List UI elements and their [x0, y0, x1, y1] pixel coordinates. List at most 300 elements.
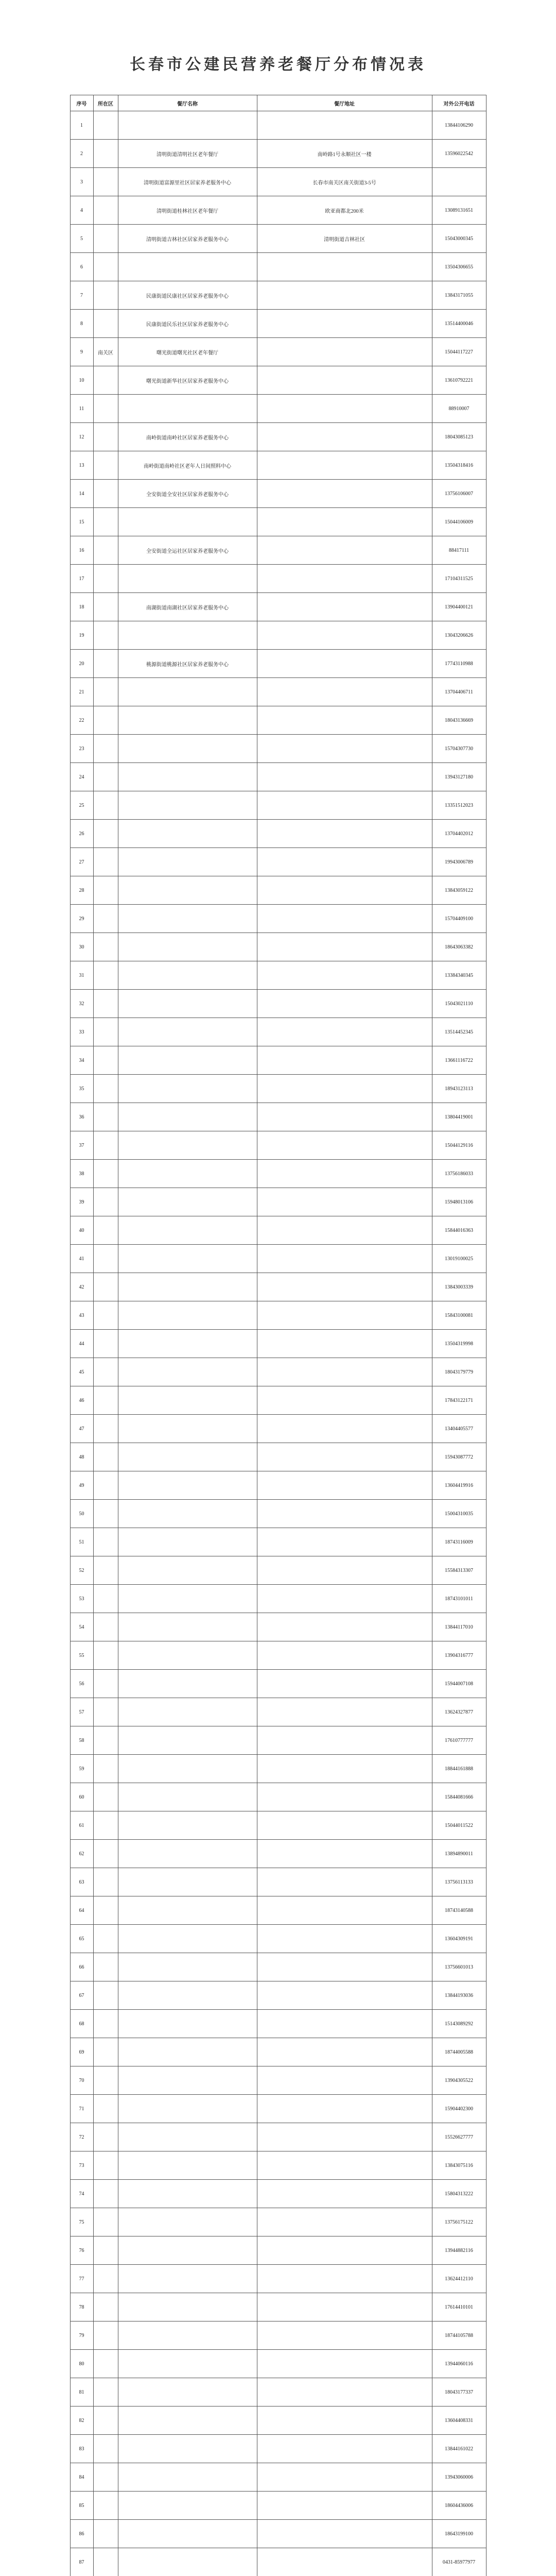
cell-name [118, 1216, 257, 1245]
cell-address: 清明街道吉林社区 [257, 225, 432, 253]
cell-phone: 88910007 [432, 395, 486, 423]
cell-phone: 13404405577 [432, 1415, 486, 1443]
table-row [70, 253, 486, 281]
cell-index: 6 [70, 253, 93, 281]
cell-name [118, 111, 257, 140]
cell-phone: 15004310035 [432, 1500, 486, 1528]
table-row [70, 2378, 486, 2406]
cell-district [93, 593, 118, 621]
cell-name [118, 2548, 257, 2576]
cell-address [257, 1160, 432, 1188]
cell-index: 77 [70, 2265, 93, 2293]
cell-address [257, 1075, 432, 1103]
cell-district [93, 2293, 118, 2321]
cell-name [118, 933, 257, 961]
table-row [70, 905, 486, 933]
table-row [70, 2463, 486, 2492]
cell-index: 54 [70, 1613, 93, 1641]
cell-district [93, 366, 118, 395]
table-body [70, 111, 486, 2576]
table-row [70, 2435, 486, 2463]
table-row [70, 1755, 486, 1783]
cell-name [118, 820, 257, 848]
cell-index: 37 [70, 1131, 93, 1160]
cell-index: 45 [70, 1358, 93, 1386]
cell-district [93, 735, 118, 763]
cell-district [93, 905, 118, 933]
cell-name [118, 395, 257, 423]
cell-name [118, 1075, 257, 1103]
cell-name [118, 508, 257, 536]
cell-index: 81 [70, 2378, 93, 2406]
cell-address [257, 1443, 432, 1471]
cell-phone: 15526627777 [432, 2123, 486, 2151]
cell-address [257, 1811, 432, 1840]
cell-address [257, 2236, 432, 2265]
cell-district [93, 423, 118, 451]
cell-address [257, 1953, 432, 1981]
cell-index: 75 [70, 2208, 93, 2236]
cell-index: 38 [70, 1160, 93, 1188]
cell-address [257, 1216, 432, 1245]
header-district: 所在区 [93, 95, 118, 111]
cell-name [118, 1386, 257, 1415]
table-row [70, 2095, 486, 2123]
cell-address [257, 2180, 432, 2208]
cell-name [118, 1103, 257, 1131]
cell-name [118, 2066, 257, 2095]
table-row [70, 1471, 486, 1500]
cell-name [118, 1783, 257, 1811]
cell-name [118, 1698, 257, 1726]
cell-address [257, 1613, 432, 1641]
cell-index: 66 [70, 1953, 93, 1981]
cell-address [257, 1301, 432, 1330]
cell-district [93, 1811, 118, 1840]
cell-name [118, 1670, 257, 1698]
table-row [70, 1726, 486, 1755]
cell-index: 43 [70, 1301, 93, 1330]
table-header-row [70, 95, 486, 111]
cell-phone: 13610792221 [432, 366, 486, 395]
table-row [70, 2406, 486, 2435]
cell-phone: 18743116009 [432, 1528, 486, 1556]
cell-address [257, 593, 432, 621]
cell-index: 76 [70, 2236, 93, 2265]
cell-index: 14 [70, 480, 93, 508]
cell-district [93, 1245, 118, 1273]
table-row [70, 2492, 486, 2520]
cell-name: 南岭街道南岭社区老年人日间照料中心 [118, 451, 257, 480]
cell-index: 80 [70, 2350, 93, 2378]
cell-phone: 18743101011 [432, 1585, 486, 1613]
cell-name [118, 1415, 257, 1443]
cell-index: 55 [70, 1641, 93, 1670]
cell-phone: 13624412110 [432, 2265, 486, 2293]
cell-address: 南岭路1号永顺社区一楼 [257, 140, 432, 168]
cell-address [257, 2520, 432, 2548]
cell-district [93, 1925, 118, 1953]
cell-district [93, 990, 118, 1018]
cell-district [93, 1981, 118, 2010]
cell-phone: 13384340345 [432, 961, 486, 990]
table-row [70, 1160, 486, 1188]
cell-phone: 13624327877 [432, 1698, 486, 1726]
cell-name [118, 2463, 257, 2492]
cell-phone [432, 168, 486, 196]
cell-phone: 13089131651 [432, 196, 486, 225]
cell-district [93, 1160, 118, 1188]
cell-district: 南关区 [93, 338, 118, 366]
cell-district [93, 253, 118, 281]
cell-district [93, 480, 118, 508]
cell-address [257, 1415, 432, 1443]
cell-district [93, 1415, 118, 1443]
cell-phone: 13843059122 [432, 876, 486, 905]
cell-phone: 15043021110 [432, 990, 486, 1018]
cell-name: 桃源街道桃源社区居家养老服务中心 [118, 650, 257, 678]
table-row [70, 2208, 486, 2236]
cell-address [257, 1726, 432, 1755]
table-row [70, 423, 486, 451]
cell-name [118, 1613, 257, 1641]
table-row [70, 1981, 486, 2010]
cell-address [257, 2463, 432, 2492]
cell-phone: 13596022542 [432, 140, 486, 168]
cell-index: 68 [70, 2010, 93, 2038]
table-row [70, 1273, 486, 1301]
table-row [70, 281, 486, 310]
cell-name [118, 848, 257, 876]
cell-index: 36 [70, 1103, 93, 1131]
cell-address [257, 1868, 432, 1896]
table-row [70, 735, 486, 763]
cell-index: 7 [70, 281, 93, 310]
cell-phone: 15143089292 [432, 2010, 486, 2038]
cell-phone: 13756601013 [432, 1953, 486, 1981]
header-index: 序号 [70, 95, 93, 111]
cell-district [93, 1301, 118, 1330]
cell-district [93, 820, 118, 848]
cell-district [93, 1783, 118, 1811]
cell-phone: 13943127180 [432, 763, 486, 791]
cell-address [257, 763, 432, 791]
table-row [70, 2293, 486, 2321]
cell-index: 74 [70, 2180, 93, 2208]
cell-phone: 15843100081 [432, 1301, 486, 1330]
table-row [70, 196, 486, 225]
cell-index: 52 [70, 1556, 93, 1585]
cell-index: 39 [70, 1188, 93, 1216]
table-row [70, 961, 486, 990]
cell-phone: 15584313307 [432, 1556, 486, 1585]
cell-index: 4 [70, 196, 93, 225]
cell-index: 70 [70, 2066, 93, 2095]
cell-address [257, 1896, 432, 1925]
cell-name [118, 2378, 257, 2406]
cell-index: 61 [70, 1811, 93, 1840]
cell-name [118, 1585, 257, 1613]
cell-phone: 15044129116 [432, 1131, 486, 1160]
table-row [70, 1783, 486, 1811]
cell-phone: 13944060116 [432, 2350, 486, 2378]
cell-name [118, 1188, 257, 1216]
cell-index: 50 [70, 1500, 93, 1528]
cell-district [93, 1528, 118, 1556]
cell-address [257, 2350, 432, 2378]
table-row [70, 1358, 486, 1386]
cell-index: 87 [70, 2548, 93, 2576]
table-row [70, 1301, 486, 1330]
cell-phone: 18043177337 [432, 2378, 486, 2406]
cell-district [93, 1471, 118, 1500]
table-row [70, 1415, 486, 1443]
cell-index: 35 [70, 1075, 93, 1103]
cell-address [257, 338, 432, 366]
cell-name [118, 2038, 257, 2066]
cell-index: 73 [70, 2151, 93, 2180]
table-row [70, 338, 486, 366]
cell-index: 15 [70, 508, 93, 536]
cell-address [257, 933, 432, 961]
cell-address [257, 1358, 432, 1386]
table-row [70, 763, 486, 791]
cell-address [257, 1471, 432, 1500]
table-row [70, 1018, 486, 1046]
cell-district [93, 1953, 118, 1981]
table-row [70, 621, 486, 650]
cell-name [118, 735, 257, 763]
cell-index: 31 [70, 961, 93, 990]
table-row [70, 140, 486, 168]
cell-phone: 18643063382 [432, 933, 486, 961]
cell-address [257, 961, 432, 990]
table-row [70, 1698, 486, 1726]
cell-district [93, 791, 118, 820]
cell-address [257, 1188, 432, 1216]
table-row [70, 1330, 486, 1358]
cell-name [118, 2435, 257, 2463]
cell-name [118, 1330, 257, 1358]
table-row [70, 1528, 486, 1556]
table-row [70, 225, 486, 253]
cell-name [118, 1131, 257, 1160]
cell-district [93, 1386, 118, 1415]
cell-phone: 13514400046 [432, 310, 486, 338]
cell-phone: 17610777777 [432, 1726, 486, 1755]
cell-name [118, 2293, 257, 2321]
cell-district [93, 1896, 118, 1925]
table-row [70, 168, 486, 196]
cell-index: 25 [70, 791, 93, 820]
cell-index: 19 [70, 621, 93, 650]
cell-phone: 13804419001 [432, 1103, 486, 1131]
cell-index: 22 [70, 706, 93, 735]
cell-district [93, 536, 118, 565]
cell-name [118, 1953, 257, 1981]
table-row [70, 451, 486, 480]
cell-index: 41 [70, 1245, 93, 1273]
cell-address [257, 1500, 432, 1528]
cell-name [118, 1301, 257, 1330]
table-row [70, 791, 486, 820]
cell-name [118, 2265, 257, 2293]
cell-phone: 13943060006 [432, 2463, 486, 2492]
table-row [70, 1925, 486, 1953]
cell-address [257, 1046, 432, 1075]
cell-name [118, 1868, 257, 1896]
cell-name [118, 2208, 257, 2236]
cell-address [257, 2321, 432, 2350]
table-row [70, 2010, 486, 2038]
cell-index: 67 [70, 1981, 93, 2010]
cell-name: 清明街道富源里社区居家养老服务中心 [118, 168, 257, 196]
cell-phone: 19943006789 [432, 848, 486, 876]
cell-district [93, 1726, 118, 1755]
cell-district [93, 395, 118, 423]
cell-address [257, 678, 432, 706]
cell-district [93, 508, 118, 536]
cell-name [118, 1358, 257, 1386]
header-address: 餐厅地址 [257, 95, 432, 111]
cell-phone: 13844106290 [432, 111, 486, 140]
cell-name [118, 1018, 257, 1046]
cell-phone: 13756186033 [432, 1160, 486, 1188]
table-row [70, 2520, 486, 2548]
document-title: 长春市公建民营养老餐厅分布情况表 [130, 56, 426, 73]
cell-name [118, 1500, 257, 1528]
table-row [70, 1896, 486, 1925]
cell-district [93, 1613, 118, 1641]
table-row [70, 480, 486, 508]
cell-phone: 15044106009 [432, 508, 486, 536]
table-row [70, 1641, 486, 1670]
cell-district [93, 2123, 118, 2151]
cell-name [118, 1811, 257, 1840]
cell-name: 民康街道民乐社区居家养老服务中心 [118, 310, 257, 338]
cell-phone: 13514452345 [432, 1018, 486, 1046]
cell-index: 10 [70, 366, 93, 395]
table-row [70, 2548, 486, 2576]
cell-phone: 13019100025 [432, 1245, 486, 1273]
cell-index: 65 [70, 1925, 93, 1953]
cell-index: 58 [70, 1726, 93, 1755]
table-row [70, 1075, 486, 1103]
cell-address [257, 650, 432, 678]
table-row [70, 1443, 486, 1471]
table-row [70, 2066, 486, 2095]
cell-index: 71 [70, 2095, 93, 2123]
cell-index: 34 [70, 1046, 93, 1075]
cell-phone: 18043085123 [432, 423, 486, 451]
cell-phone: 18043136669 [432, 706, 486, 735]
cell-phone: 88417111 [432, 536, 486, 565]
cell-district [93, 2520, 118, 2548]
cell-index: 17 [70, 565, 93, 593]
cell-address [257, 2435, 432, 2463]
cell-phone: 13604309191 [432, 1925, 486, 1953]
cell-name [118, 1896, 257, 1925]
cell-index: 40 [70, 1216, 93, 1245]
table-row [70, 536, 486, 565]
cell-phone: 13661116722 [432, 1046, 486, 1075]
cell-index: 12 [70, 423, 93, 451]
cell-address [257, 1330, 432, 1358]
cell-phone: 18744005588 [432, 2038, 486, 2066]
cell-address [257, 1981, 432, 2010]
cell-phone: 15043000345 [432, 225, 486, 253]
cell-district [93, 2378, 118, 2406]
header-phone: 对外公开电话 [432, 95, 486, 111]
table-row [70, 933, 486, 961]
cell-address: 欧亚商都北200米 [257, 196, 432, 225]
table-row [70, 508, 486, 536]
cell-address [257, 1245, 432, 1273]
cell-index: 63 [70, 1868, 93, 1896]
cell-name [118, 2492, 257, 2520]
cell-district [93, 1103, 118, 1131]
cell-district [93, 196, 118, 225]
cell-district [93, 565, 118, 593]
cell-phone: 15844016363 [432, 1216, 486, 1245]
cell-index: 47 [70, 1415, 93, 1443]
cell-index: 59 [70, 1755, 93, 1783]
cell-district [93, 848, 118, 876]
cell-index: 9 [70, 338, 93, 366]
cell-address [257, 1273, 432, 1301]
cell-phone: 13944882116 [432, 2236, 486, 2265]
cell-district [93, 1018, 118, 1046]
cell-phone: 13504319998 [432, 1330, 486, 1358]
cell-district [93, 2236, 118, 2265]
cell-name [118, 961, 257, 990]
cell-index: 29 [70, 905, 93, 933]
cell-phone: 13904305522 [432, 2066, 486, 2095]
cell-phone: 13351512023 [432, 791, 486, 820]
cell-index: 21 [70, 678, 93, 706]
cell-phone: 13504318416 [432, 451, 486, 480]
cell-index: 49 [70, 1471, 93, 1500]
cell-district [93, 1358, 118, 1386]
cell-phone: 18604436006 [432, 2492, 486, 2520]
cell-phone: 13756175122 [432, 2208, 486, 2236]
cell-phone: 15704409100 [432, 905, 486, 933]
table-row [70, 1811, 486, 1840]
cell-index: 69 [70, 2038, 93, 2066]
cell-phone: 13756113133 [432, 1868, 486, 1896]
cell-name: 清明街道吉林社区居家养老服务中心 [118, 225, 257, 253]
cell-address [257, 706, 432, 735]
cell-district [93, 2463, 118, 2492]
cell-address [257, 451, 432, 480]
cell-index: 83 [70, 2435, 93, 2463]
cell-address [257, 1670, 432, 1698]
cell-address [257, 111, 432, 140]
cell-name [118, 706, 257, 735]
cell-address [257, 2378, 432, 2406]
table-row [70, 395, 486, 423]
cell-district [93, 706, 118, 735]
table-row [70, 1103, 486, 1131]
cell-index: 84 [70, 2463, 93, 2492]
table-row [70, 310, 486, 338]
cell-name: 全安街道全运社区居家养老服务中心 [118, 536, 257, 565]
cell-index: 53 [70, 1585, 93, 1613]
cell-phone: 13043206626 [432, 621, 486, 650]
cell-address [257, 2265, 432, 2293]
cell-index: 5 [70, 225, 93, 253]
cell-district [93, 140, 118, 168]
